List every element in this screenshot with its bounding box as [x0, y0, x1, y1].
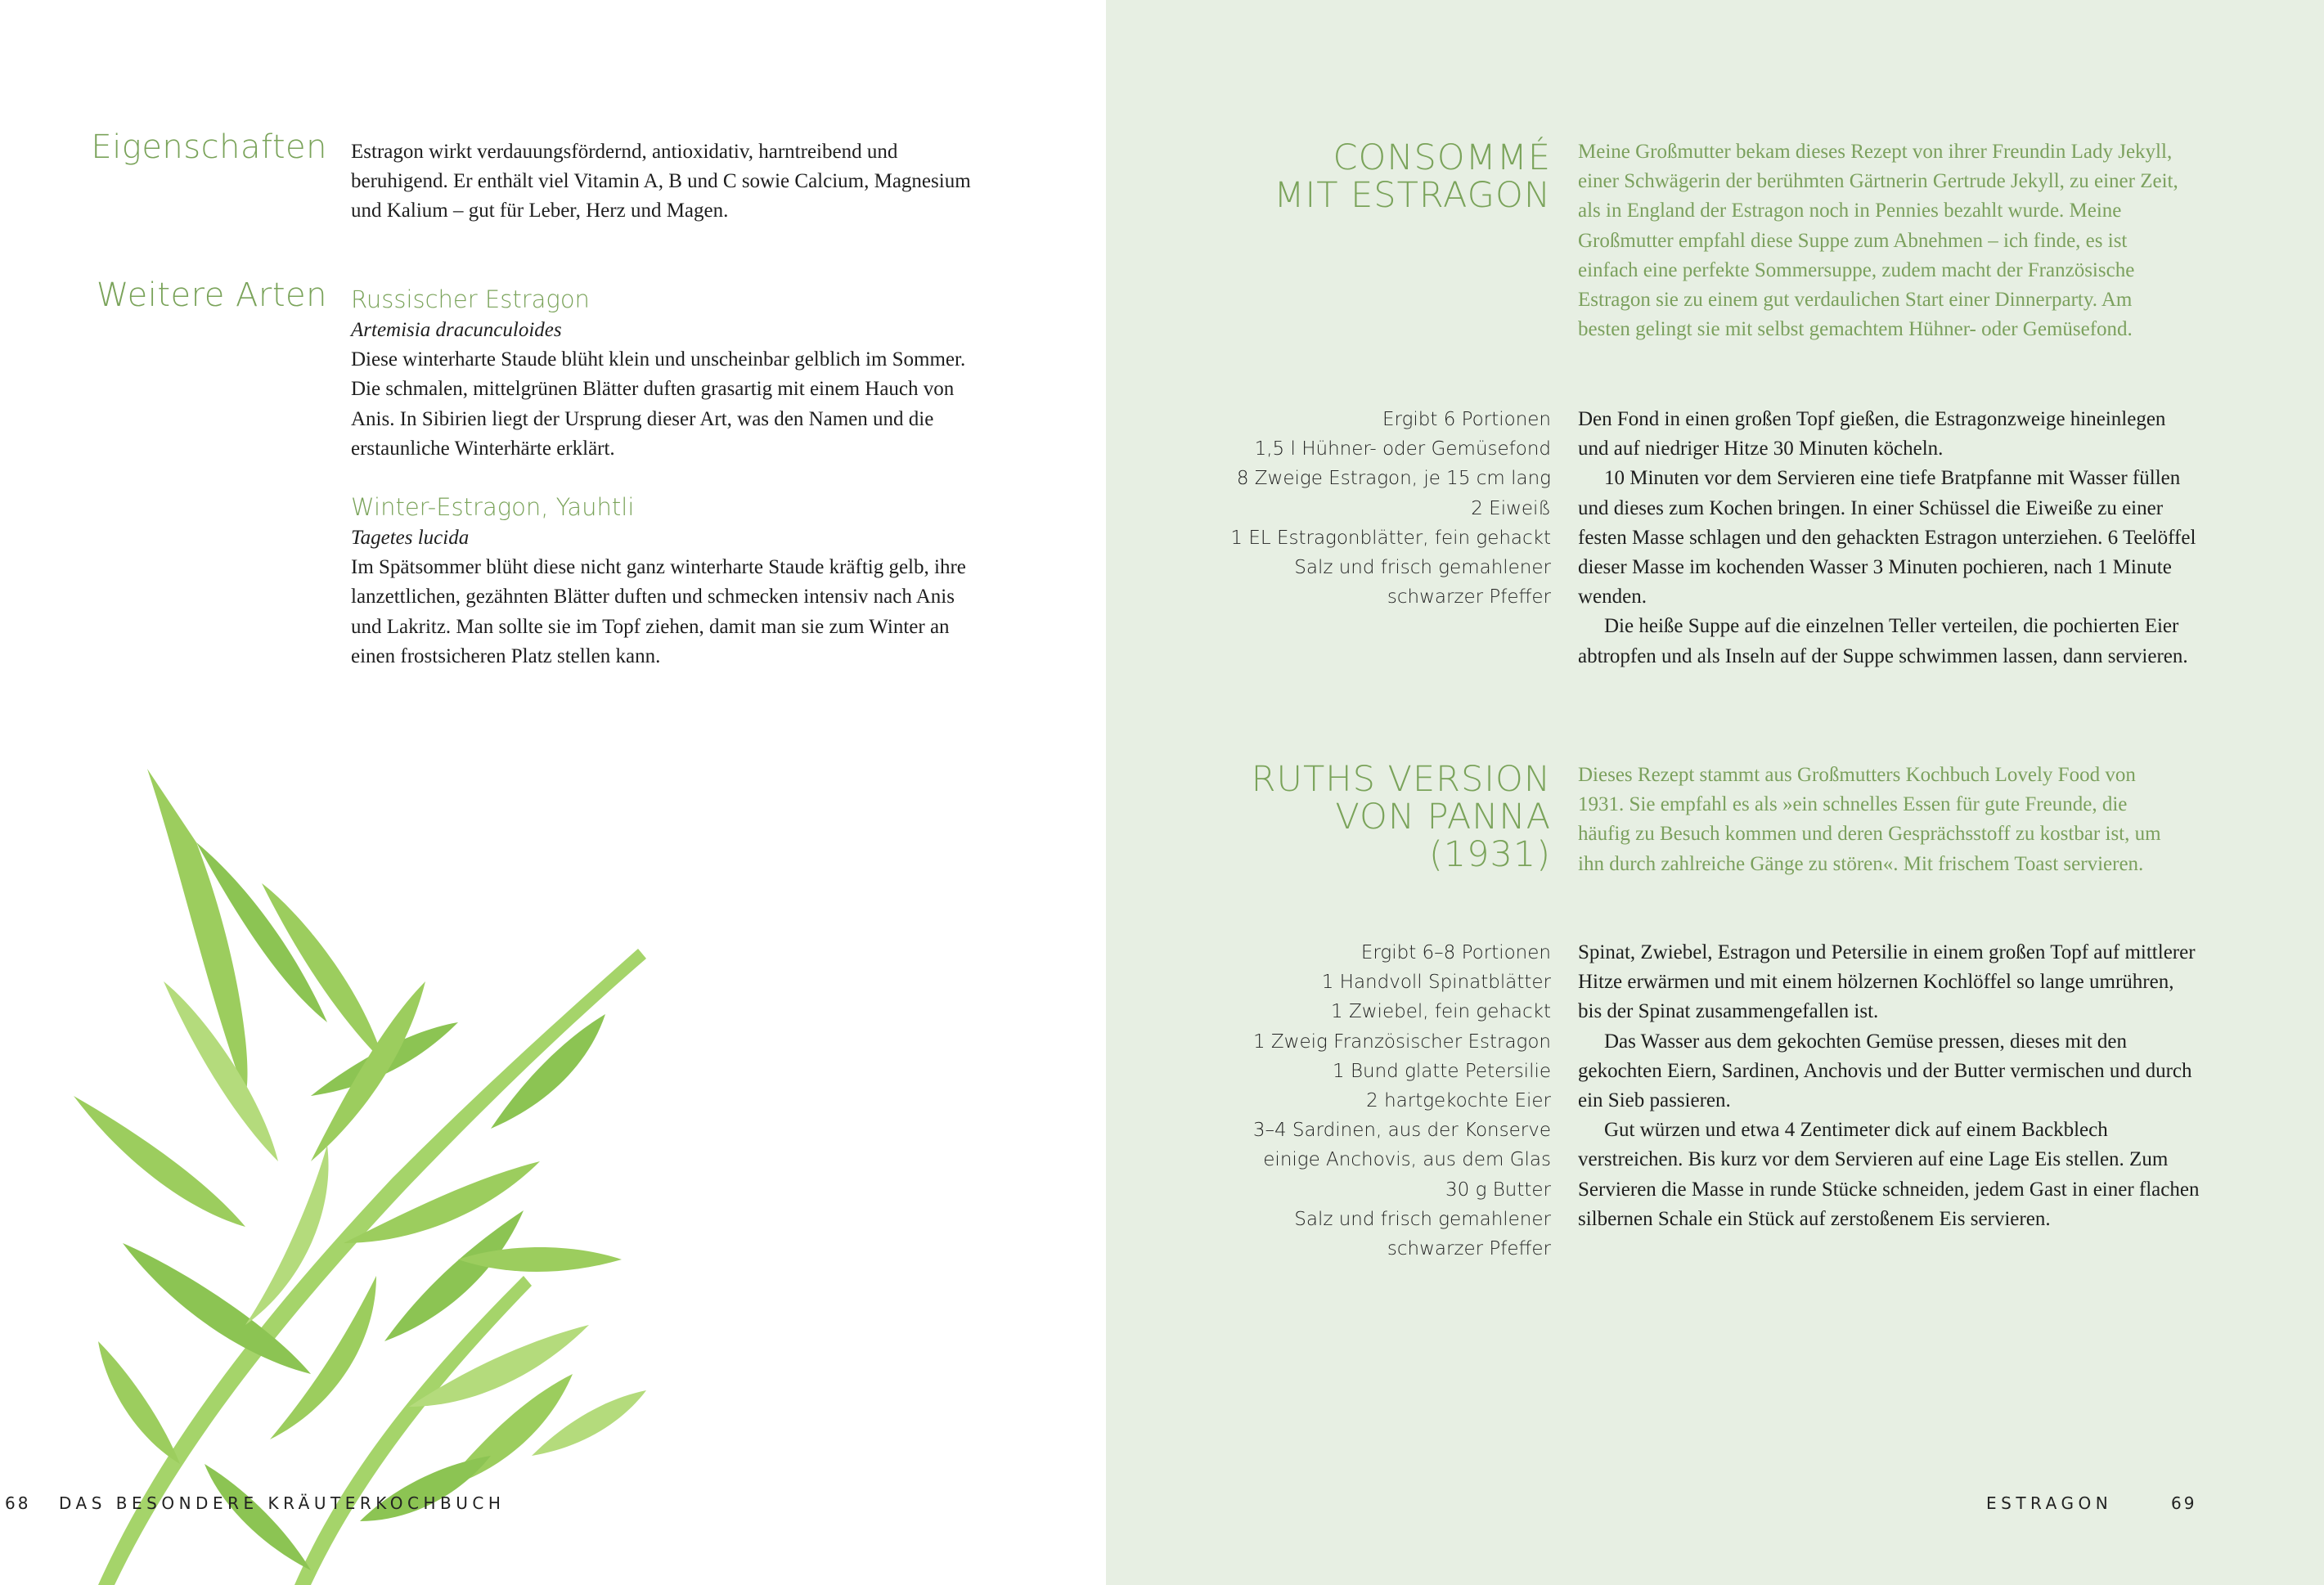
- running-footer-book-title: DAS BESONDERE KRÄUTERKOCHBUCH: [59, 1493, 506, 1513]
- ingredient-item: 1,5 l Hühner- oder Gemüsefond: [1254, 438, 1551, 460]
- method-step: Spinat, Zwiebel, Estragon und Petersilie in einem großen Topf auf mittlerer Hitze erwärmen und mit einem hölzernen Kochlöffel so lange umrühren, bis der Spinat zusammengefallen ist.: [1578, 941, 2196, 1023]
- left-page: [0, 0, 1106, 1585]
- ingredient-item: 8 Zweige Estragon, je 15 cm lang: [1236, 468, 1551, 490]
- right-page: [1106, 0, 2324, 1585]
- recipe-intro: Dieses Rezept stammt aus Großmutters Kochbuch Lovely Food von 1931. Sie empfahl es als »ein schnelles Essen für gute Freunde, die häufig zu Besuch kommen und deren Gesprächsstoff zu kostbar ist, um ihn durch zahlreiche Gänge zu stören«. Mit frischem Toast servieren.: [1578, 764, 2161, 875]
- properties-text: Estragon wirkt verdauungsfördernd, antioxidativ, harntreibend und beruhigend. Er enthält viel Vitamin A, B und C sowie Calcium, Magnesium und Kalium – gut für Leber, Herz und Magen.: [351, 141, 971, 222]
- recipe-method: [1578, 405, 2200, 671]
- ingredient-item: Salz und frisch gemahlener: [1294, 1208, 1551, 1230]
- ingredient-item: 1 Zwiebel, fein gehackt: [1331, 1001, 1551, 1023]
- method-step: Gut würzen und etwa 4 Zentimeter dick auf einem Backblech verstreichen. Bis kurz vor dem Servieren auf eine Lage Eis stellen. Zum Servieren die Masse in runde Stücke schneiden, jedem Gast in einer flachen silbernen Schale ein Stück auf zerstoßenem Eis servieren.: [1578, 1119, 2200, 1230]
- ingredient-list: [1191, 405, 1551, 612]
- ingredient-item: Ergibt 6–8 Portionen: [1360, 942, 1551, 963]
- ingredient-list: [1175, 938, 1551, 1264]
- recipe-intro: Meine Großmutter bekam dieses Rezept von ihrer Freundin Lady Jekyll, einer Schwägerin der berühmten Gärtnerin Gertrude Jekyll, zu einer Zeit, als in England der Estragon noch in Pennies bezahlt wurde. Meine Großmutter empfahl diese Suppe zum Abnehmen – ich finde, es ist einfach eine perfekte Sommersuppe, zudem macht der Französische Estragon sie zu einem gut verdaulichen Start einer Dinnerparty. Am besten gelingt sie mit selbst gemachtem Hühner- oder Gemüsefond.: [1578, 141, 2178, 341]
- ingredient-item: einige Anchovis, aus dem Glas: [1263, 1149, 1551, 1171]
- species-latin-name: Artemisia dracunculoides: [351, 319, 562, 341]
- ingredient-item: schwarzer Pfeffer: [1387, 586, 1551, 608]
- species-name: Winter-Estragon, Yauhtli: [351, 493, 635, 521]
- ingredient-item: schwarzer Pfeffer: [1387, 1238, 1551, 1260]
- species-latin-name: Tagetes lucida: [351, 527, 470, 549]
- ingredient-item: 1 EL Estragonblätter, fein gehackt: [1230, 527, 1551, 549]
- method-step: 10 Minuten vor dem Servieren eine tiefe Bratpfanne mit Wasser füllen und dieses zum Kochen bringen. In einer Schüssel die Eiweiße zu einer festen Masse schlagen und den gehackten Estragon unterziehen. 6 Teelöffel dieser Masse im kochenden Wasser 3 Minuten pochieren, nach 1 Minute wenden.: [1578, 467, 2196, 608]
- species-name: Russischer Estragon: [351, 285, 590, 313]
- species-description: Im Spätsommer blüht diese nicht ganz winterharte Staude kräftig gelb, ihre lanzettlichen, gezähnten Blätter duften und schmecken intensiv nach Anis und Lakritz. Man sollte sie im Topf ziehen, damit man sie zum Winter an einen frostsicheren Platz stellen kann.: [351, 556, 966, 667]
- properties-label: Eigenschaften: [91, 128, 327, 166]
- recipe-title-line: MIT ESTRAGON: [1274, 175, 1551, 216]
- ingredient-item: 2 hartgekochte Eier: [1366, 1090, 1551, 1112]
- ingredient-item: Ergibt 6 Portionen: [1382, 409, 1551, 430]
- recipe-title-line: (1931): [1429, 834, 1551, 875]
- species-description: Diese winterharte Staude blüht klein und unscheinbar gelblich im Sommer. Die schmalen, mittelgrünen Blätter duften grasartig mit einem Hauch von Anis. In Sibirien liegt der Ursprung dieser Art, was den Namen und die erstaunliche Winterhärte erklärt.: [351, 348, 966, 460]
- ingredient-item: 30 g Butter: [1445, 1179, 1551, 1201]
- running-footer-section-title: ESTRAGON: [1986, 1493, 2113, 1513]
- ingredient-item: 2 Eiweiß: [1471, 497, 1551, 519]
- recipe-title-line: CONSOMMÉ: [1333, 137, 1551, 178]
- method-step: Das Wasser aus dem gekochten Gemüse pressen, dieses mit den gekochten Eiern, Sardinen, Anchovis und der Butter vermischen und durch ein Sieb passieren.: [1578, 1030, 2192, 1112]
- method-step: Die heiße Suppe auf die einzelnen Teller verteilen, die pochierten Eier abtropfen und als Inseln auf der Suppe schwimmen lassen, dann servieren.: [1578, 615, 2188, 667]
- other-species-label: Weitere Arten: [96, 276, 327, 314]
- ingredient-item: 1 Zweig Französischer Estragon: [1252, 1030, 1551, 1053]
- species-entry: [351, 283, 981, 464]
- ingredient-item: 3–4 Sardinen, aus der Konserve: [1252, 1120, 1551, 1142]
- ingredient-item: 1 Handvoll Spinatblätter: [1321, 972, 1551, 994]
- recipe-title-line: VON PANNA: [1335, 797, 1551, 837]
- ingredient-item: 1 Bund glatte Petersilie: [1333, 1060, 1551, 1082]
- page-number-left: 68: [5, 1493, 31, 1513]
- method-step: Den Fond in einen großen Topf gießen, die Estragonzweige hineinlegen und auf niedriger Hitze 30 Minuten köcheln.: [1578, 408, 2166, 460]
- species-entry: [351, 491, 989, 671]
- ingredient-item: Salz und frisch gemahlener: [1294, 557, 1551, 579]
- recipe-method: [1578, 938, 2200, 1234]
- page-number-right: 69: [2171, 1493, 2197, 1513]
- recipe-title-line: RUTHS VERSION: [1251, 759, 1551, 800]
- recipe-title: [1196, 761, 1551, 873]
- tarragon-illustration: [0, 638, 736, 1585]
- recipe-title: [1253, 139, 1551, 214]
